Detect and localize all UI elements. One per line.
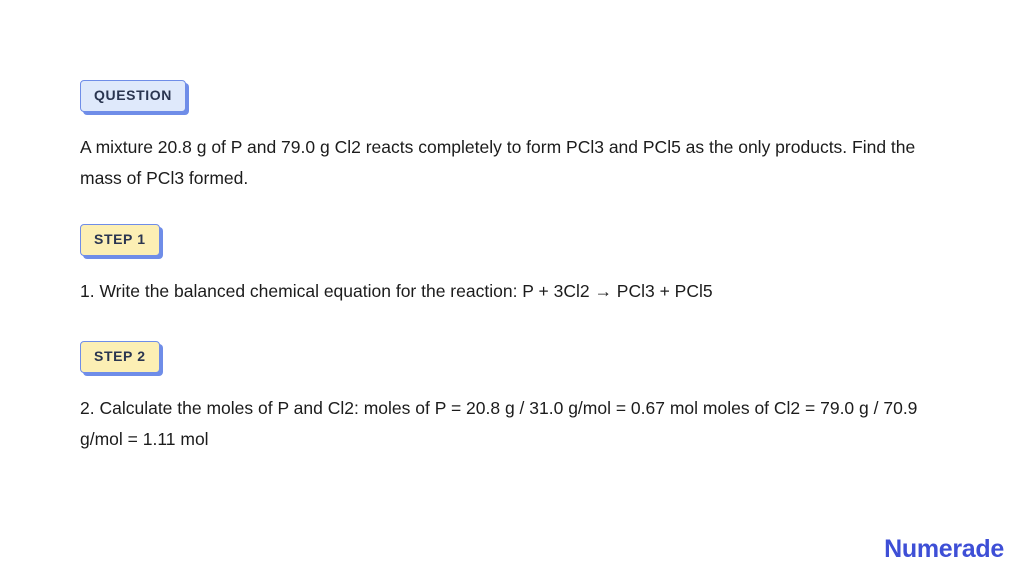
step-1-text: 1. Write the balanced chemical equation for the reaction: P + 3Cl2 → PCl3 + PCl5 [80,281,713,301]
step-2-badge: STEP 2 [80,341,160,373]
step-1-badge: STEP 1 [80,224,160,256]
logo-swoosh-icon [884,560,984,566]
brand-name: Numerade [884,535,1004,563]
question-badge: QUESTION [80,80,186,112]
numerade-logo [884,535,1004,564]
step-2-text: 2. Calculate the moles of P and Cl2: moles of P = 20.8 g / 31.0 g/mol = 0.67 mol moles of Cl2 = 79.0 g / 70.9 g/mol = 1.11 mol [80,398,918,449]
question-text: A mixture 20.8 g of P and 79.0 g Cl2 reacts completely to form PCl3 and PCl5 as the only products. Find the mass of PCl3 formed. [80,137,916,188]
